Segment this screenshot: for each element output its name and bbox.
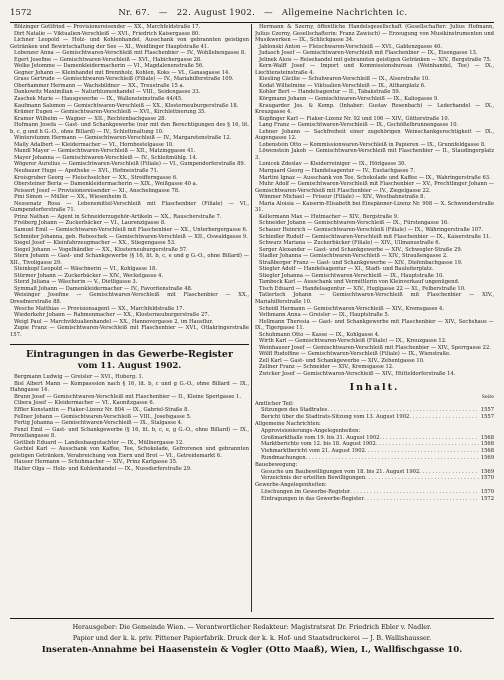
register-entry: Siegel Josef — Kleinfahrzeugmacher — XX., Stiegengasse 53. (14, 240, 176, 247)
register-entry: Stürmer Johann — Zuckerbäcker — XIV., Weckelgasse 4. (14, 272, 164, 279)
toc-text: Verzeichnis der erteilten Bewilligungen (261, 475, 366, 482)
eintragungen-list (10, 374, 249, 472)
register-entry: Brunn Josef — Gemischtwaren-Verschleiß mit Flaschenbier — II., Kleine Sperlgasse 1. (14, 393, 241, 400)
toc-text: Sitzungen des Stadtrates (261, 407, 328, 414)
register-entry: Lobenzer Anna — Gemischtwaren-Verschleiß mit Flaschenbier — IV., Wohllebengasse 8. (14, 50, 246, 57)
toc-line (255, 441, 494, 448)
register-entry: Kellermann Max — Hutmacher — XIV., Bergstraße 9. (259, 213, 399, 220)
column-divider (251, 24, 252, 612)
loeschungen-list (10, 24, 249, 338)
toc-leader-dots (419, 469, 479, 476)
toc-line (255, 435, 494, 442)
toc-text: Rundmachungen (261, 454, 306, 461)
toc-line (255, 475, 494, 482)
table-of-contents (255, 401, 494, 503)
register-entry: Gottlieb Eduard — Landesbaugutachter — IX., Müllnergasse 12. (14, 439, 184, 446)
register-entry: Muhr Adolf — Gemischtwaren-Verschleiß mit Flaschenbier — XV., Prechtlinger Johann — Gemischtwaren-Verschleiß mit Flaschenbier — IV., Ziegelgasse 22. (255, 181, 494, 194)
issue-number: Nr. 67. (118, 8, 150, 18)
register-entry: Lobenstein Otto — Kommissionwaren-Verschleiß in Papieren — IX., Grunnfeldgasse 8. (259, 141, 486, 148)
register-entry: Bergmann Ludwig — Greisler — XVI., Huberg. 1. (14, 374, 144, 381)
register-entry: Bölzinger Gottfried — Provisionsreisender — XX., Marchfeldstraße 17. (14, 24, 201, 30)
register-entry: Neubauer Hugo — Apotheke — XVI., Hofmeistraße 71. (14, 168, 159, 175)
toc-text: Großmarkthalle vom 19. bis 31. August 1902 (261, 434, 380, 441)
toc-text: Gesuche um Baubewilligungen vom 18. bis 21. August 1902 (261, 468, 420, 475)
toc-text: Approvisionierungs-Angelegenheiten: (261, 427, 361, 434)
toc-line (255, 462, 494, 469)
register-entry: Nessenatz Rosa — Lebensmittel-Verschleiß mit Flaschenbier (Filiale) — VI., Gumpendorferstraße 71. (10, 200, 249, 214)
toc-line (255, 401, 494, 408)
register-entry: Symmalt Johann — Damenkleidermacher — IV., Favoritenstraße 48. (14, 285, 193, 292)
register-entry: Maria Aloisia — Kaiserin-Elisabeth bei Einspänner-Lizenz Nr. 908 — X. Schwenderstraße 31. (255, 200, 494, 214)
register-entry: Bisl Albert Mann — Kompasssion nach § 16, lit. b, c und g G.-O., ohne Billard — IX., Hahngasse 14. (10, 380, 249, 394)
toc-leader-dots (379, 435, 478, 442)
register-entry: Kupfinger Karl — Fiaker-Lizenz Nr. 92 und 106 — XIV., Gütterstraße 10. (259, 115, 450, 122)
page-header (10, 8, 494, 23)
register-entry: Schmider Johanna, geb. Reboschek — Gemischtwaren-Verschleiß — XII., Oswaldgasse 9. (14, 233, 248, 240)
toc-leader-dots (327, 407, 478, 414)
toc-text: Allgemeine Nachrichten: (255, 420, 321, 427)
register-entry: Zell Karl — Gast- und Schankgewerbe — XIV., Zehentgasse 10. (259, 357, 425, 364)
register-entry: Wögerer Aurelius — Gemischtwaren-Verschleiß (Filiale) — VI., Gumpendorferstraße 89. (14, 161, 246, 168)
register-entry: Straßberger Franz — Gast- und Schankgewerbe — XIV., Diefenbachgasse 19. (259, 259, 463, 266)
register-entry: Gegner Johann — Kleinhandel mit Brennholz, Kohlen, Koks — VI., Ganasgasse 14. (14, 69, 230, 76)
register-entry: Judasch Josef — Gemischtwaren-Verschleiß mit Flaschenbier — IX., Eisengasse 13. (259, 50, 478, 57)
toc-page-number: 1557 (480, 414, 494, 421)
toc-page-number: 1572 (480, 495, 494, 502)
register-entry: Egert Josefine — Gemischtwaren-Verschleiß — XVI., Habichergasse 28. (14, 56, 202, 63)
toc-leader-dots (364, 496, 479, 503)
register-entry: Tatlertsch Johann — Gemischtwaren-Verschleiß mit Flaschenbier — XIV., Mariahilferstraße 10. (255, 292, 494, 305)
register-entry: Schuhmann Otto — Kasse — IX., Kohlgasse 4. (259, 331, 380, 338)
register-entry: Haller Olga — Holz- und Kohlenhandel — IX., Nussdorferstraße 29. (14, 465, 192, 472)
content-columns (10, 24, 494, 612)
toc-text: Marktberichte vom 12. bis 18. August 1902 (261, 441, 376, 448)
toc-line (255, 407, 494, 414)
register-entry: Zupie Franz — Gemischtwaren-Verschleiß mit Flaschenbier — XVI., Ottakringerstraße 157. (10, 325, 249, 338)
register-entry: Hauser Hermann — Schuhmacher — XIV., Prinz Karlgasse 35. (14, 459, 178, 466)
toc-leader-dots (350, 489, 478, 496)
toc-leader-dots (409, 414, 478, 421)
register-entry: Schindler Rudolf — Gemischtwaren-Verschleiß mit Flaschenbier — IX., Kaiserstraße 11. (259, 233, 491, 240)
register-entry: Hermann & Szerny, öffentliche Handelsgesellschaft (Gesellschafter: Julius Hofmann, Julius Czerny, Gesellschafterin: Franz Zawisch) — Erzeugung von Musikinstrumenten und Musikwerken — IX., Schlickgasse 34. (255, 24, 494, 44)
register-entry: Peissert Josef — Provisionsreisender — XI., Anschelmgasse 78. (14, 187, 180, 194)
register-entry: Kiesling Cäcilie — Schuhwaren-Verschleiß — IX., Alserstraße 10. (259, 76, 430, 83)
register-entry: Cibera Josef — Kleidermacher — VI., Kaunitzgasse 6. (14, 400, 155, 407)
toc-line (255, 428, 494, 435)
toc-column-header: Seite (481, 394, 494, 400)
page-number: 1572 (10, 8, 32, 18)
register-entry: Freiberg Johann — Zuckerbäcker — VI., Laurenzigasse 8. (14, 220, 166, 227)
register-entry: Hellmann Theresia — Gast- und Schankgewerbe mit Flaschenbier — XIV., Sechshaus — IX., Tigergasse 11. (255, 318, 494, 332)
register-entry: Steinkopf Leopold — Wäschnerin — VI., Kohlgasse 18. (14, 266, 157, 273)
register-entry: Winterstumm Hermann — Gemischtwaren-Verschleiß — IV., Margaretenstraße 12. (14, 135, 232, 142)
toc-text: Bericht über die Stadtrats-Sitzung vom 13. August 1902 (261, 414, 410, 421)
register-entry: Prinz Nathan — Agent in Schneiderzugehör-Artikeln — XX., Rauscherstraße 7. (14, 213, 222, 220)
toc-text: Viehmarktbericht vom 21. August 1902 (261, 448, 365, 455)
register-entry: Stern Johann — Gast- und Schankgewerbe (§ 16, lit. b, c, e und g G.-O., ohne Billard) — XII., Tivoligasse 29. (10, 253, 249, 266)
toc-page-number: 1569 (480, 468, 494, 475)
toc-line (255, 448, 494, 455)
register-entry: Weinhauser Josef — Gemischtwaren-Verschleiß mit Flaschenbier — XIV., Sperrgasse 22. (259, 344, 491, 351)
register-entry: Stiegler Adolf — Handelsagentur — XI., Stadt- und Bauleiterplatz. (259, 266, 434, 273)
newspaper-page (10, 8, 494, 672)
toc-leader-dots (365, 448, 479, 455)
issue-date: 22. August 1902. (176, 8, 256, 18)
publication-title: Allgemeine Nachrichten ic. (281, 8, 408, 18)
toc-text: Gewerbe-Angelegenheiten: (255, 482, 327, 489)
register-entry: Lichner Leopold — Holz- und Kohlenhandel, Ausschank von gebrannten geistigen Getränken und Bewirtschaftung der See — XI., Weidlinger Hauptstraße 41. (10, 37, 249, 50)
toc-leader-dots (365, 475, 479, 482)
toc-text: Löschungen im Gewerbe-Register (261, 488, 351, 495)
register-entry: Schwarz Mariana — Zuckerbäcker (Filiale) — XIV., Ullmanustraße 6. (259, 240, 441, 247)
toc-line (255, 496, 494, 503)
register-entry: Körgmann Johann — Gemischtwaren-Verschleiß — IX., Kaliogasse 9. (259, 96, 439, 103)
toc-line (255, 469, 494, 476)
register-entry: Schneider Johann — Gemischtwaren-Verschleiß — IX., Fürstengasse 16. (259, 220, 449, 227)
register-entry: Pini Simon — Müller — XX., Wiesenheim 8. (14, 194, 128, 201)
toc-line (255, 455, 494, 462)
gewerbe-section-title: Eintragungen in das Gewerbe-Register (10, 344, 249, 360)
register-entry: Löwenstein Jakob — Gemischtwaren-Verschleiß mit Flaschenbier — II., Staudingerplatz 3. (255, 148, 494, 161)
toc-text: Eintragungen in das Gewerbe-Register (261, 495, 364, 502)
register-entry: Gschiel Karl — Ausschank von Kaffee, Tee, Schokolade, Gefrorenen und gebrannten geistigen Getränken, Verabreichung von Eiern und Brot — VI., Getreidemarkt 6. (10, 446, 249, 459)
toc-line (255, 421, 494, 428)
register-entry: Weisinger Josefine — Gemischtwaren-Verschleiß mit Flaschenbier — XX., Dresdnerstraße 88. (10, 292, 249, 305)
register-entry: Wirth Karl — Gemischtwaren-Verschleiß (Filiale) — IX., Kreuzgasse 12. (259, 338, 447, 345)
toc-page-number: 1570 (480, 475, 494, 482)
register-entry: Jablonski Anton — Fleischwaren-Verschleiß — XVI., Gablenzgasse 40. (259, 43, 443, 50)
register-entry: Samuel Emil — Gemischtwaren-Verschleiß mit Flaschenbier — XX., Unterbergergasse 6. (14, 226, 248, 233)
toc-page-number: 1569 (480, 454, 494, 461)
register-entry: Lonicek Zdeslav — Kleiderreiniger — IX., Hörlgasse 30. (259, 161, 407, 168)
toc-line (255, 489, 494, 496)
register-entry: Wiederkehr Johann — Rahmenmacher — XX., Klosterneuburgerstraße 27. (14, 312, 210, 319)
toc-text: Bauebewegung: (255, 461, 298, 468)
publisher-line: Herausgeber: Die Gemeinde Wien. — Verantwortlicher Redakteur: Magistratsrat Dr. Friedrich Ebler v. Nadler. (72, 623, 432, 631)
register-entry: Scheidl Hermann — Gemischtwaren-Verschleiß — XIV., Kremsgasse 4. (259, 305, 444, 312)
register-entry: Zwicker Josef — Gemischtwaren-Verschleiß — XIV., Hütteldorferstraße 14. (259, 370, 456, 377)
register-entry: Stiegler Johanna — Gemischtwaren-Verschleiß — IX., Hauptstraße 10. (259, 272, 444, 279)
toc-page-number: 1568 (480, 441, 494, 448)
register-entry: Sterzl Juliana — Wäscherin — V., Dietligasse 3. (14, 279, 138, 286)
register-entry: Dankowitz Maximilian — Naturblumenhandel — VIII., Seidengasse 33. (14, 89, 201, 96)
register-entry: Marquard Georg — Handelsagentur — IV., Eustachgasse 7. (259, 168, 416, 175)
toc-leader-dots (306, 455, 479, 462)
gewerbe-section-date: vom 11. August 1902. (77, 361, 182, 372)
register-entry: Tambeck Karl — Ausschank und Vermittlerin von Kleinverkauf ungenügend. (259, 279, 460, 286)
register-entry: Martini Ignaz — Ausschank von Tee, Schokolade und Kaffee — IX., Wahringerstraße 63. (259, 174, 491, 181)
register-entry: Mandl Mayer — Gemischtwaren-Verschleiß — XII., Matzinggasse 41. (14, 148, 196, 155)
register-entry: Wesche Matthias — Provisionsagent — XX., Marchfeldstraße 17. (14, 305, 185, 312)
register-entry: Mayer Johanna — Gemischtwaren-Verschleiß — IV., Schleitmühlg. 14. (14, 154, 198, 161)
register-entry: Vothmann Anna — Greisler — IX., Hauptstraße 5. (259, 312, 390, 319)
register-entry: Effler Konstantin — Fiaker-Lizenz Nr. 804 — IX., Gabriel-Straße 8. (14, 406, 190, 413)
register-entry: Fenzl Emil — Gast- und Schankgewerbe (§ 16, lit. b, c, e, g G.-O., ohne Billard) — IX., Porzellangasse 8. (10, 426, 249, 440)
register-entry: Stadler Johanna — Gemischtwaren-Verschleiß — XIV., Straußengasse 2. (259, 253, 448, 260)
advertising-line: Inseraten-Annahme bei Haasenstein & Vogler (Otto Maaß), Wien, I., Wallfischgasse 10. (41, 645, 463, 655)
register-entry: Dirt Natalie — Viktualien-Verschleiß — XVI., Friedrich Kaisergasse 80. (14, 30, 201, 37)
toc-page-number: 1568 (480, 434, 494, 441)
register-entry: Kramer Wilhelm — Wagner — XII., Rechtenbachgasse 28. (14, 115, 167, 122)
register-entry: Sorger Alexander — Gast- und Schankgewerbe — XIV., Schwegler-Straße 29. (259, 246, 463, 253)
register-entry: Kohler Bert — Handelsagentur — II., Tabakstraße 59. (259, 89, 401, 96)
printer-line: Papier und der k. k. priv. Pittener Papierfabrik. Druck der k. k. Hof- und Staatsdruckerei — J. B. Wallishausser. (72, 634, 432, 642)
register-entry: Grass Gertrude — Gemischtwaren-Verschleiß (Filiale) — IV., Mariahilferstraße 109. (14, 76, 234, 83)
right-column (255, 24, 494, 612)
register-entry: Hofmann Josefa — Gast- und Schankgewerbe (nur mit den Berechtigungen des § 16, lit. b, c, g und h G.-O., ohne Billard) — IV., Schlettmaltung 10. (10, 122, 249, 135)
register-entry: Jelinek Alois — Reisehandel mit gebrannten geistigen Getränken — XIV., Bergstraße 75. (259, 56, 492, 63)
register-entry: Kodat Wilhelmine — Viktualien-Verschleiß — IX., Althanplatz 6. (259, 82, 426, 89)
register-entry: Weigl Paul — Marchviktualienhandel — XX., Hannovergasse 2, im Hausflur. (14, 318, 214, 325)
register-entry: Fertig Johanna — Gemischtwaren-Verschleiß — IX., Stalgasse 4. (14, 420, 183, 427)
register-entry: Kaufmann Salomon — Gemischtwaren-Verschleiß — XX., Klosterneuburgerstraße 18. (14, 102, 239, 109)
register-entry: Wölfl Rudolfine — Gemischtwaren-Verschleiß (Filiale) — IX., Wienstraße. (259, 351, 451, 358)
left-column (10, 24, 249, 612)
register-entry: Kern-Walff Josef — Import und Kommissionsbureau (Weinhandel, Tee) — IX., Liechtensteinstraße 4. (255, 63, 494, 76)
toc-page-number: 1568 (480, 448, 494, 455)
register-entry: Zellner Franz — Schneider — XIV., Kremsgasse 12. (259, 364, 394, 371)
toc-page-number: 1557 (480, 407, 494, 414)
register-entry: Siegel Johann — Vogelhändler — XX., Klosterneuburgerstraße 57. (14, 246, 188, 253)
page-footer (10, 618, 494, 671)
register-entry: Wolke Jetomme — Damenkleidermacherin — VI., Magdalenenstraße 56. (14, 63, 204, 70)
register-entry: Wimmer Michael — Friseur (Filiale) — XIV., Westbahnstraße 8. (259, 194, 426, 201)
right-entries-list (255, 24, 494, 378)
register-entry: Krämer Eugen — Gemischtwaren-Verschleiß — XVI., Kirchlettnerung 35. (14, 109, 206, 116)
register-entry: Oberhammer Hermann — Wachsbildner — XX., Treustraße 15 a. (14, 82, 185, 89)
toc-line (255, 482, 494, 489)
register-entry: Zaschek Marie — Hausgewerbe — IX., Wallensteinstraße 44/45. (14, 96, 183, 103)
header-center: Nr. 67. — 22. August 1902. — Allgemeine Nachrichten ic. (118, 8, 408, 18)
register-entry: Fellner Johann — Gemischtwaren-Verschleiß — VIII., Josefsgasse 5. (14, 413, 192, 420)
register-entry: Tisch Eduard — Handelsagentur — XIV., Huglgasse 22 — XI., Felberstraße 10. (259, 285, 466, 292)
toc-leader-dots (376, 441, 479, 448)
register-entry: Lehner Johann — Sachfreiheit einer zugehörigen Weinschankgerechtigkeit — IX., Augengasse 12. (255, 128, 494, 142)
toc-page-number: 1570 (480, 488, 494, 495)
register-entry: Kraugarder Jos. & Komp. (Inhaber: Gustav Rosenbach) — Lederhandel — IX., Kreuzgasse 4. (255, 102, 494, 116)
toc-line (255, 414, 494, 421)
register-entry: Mally Adalbert — Kleidermacher — VI., Hornbostelgasse 10. (14, 141, 174, 148)
register-entry: Kroisgruber Georg — Fleischselcher — XX., Streifferngasse 6. (14, 174, 178, 181)
register-entry: Obersteiner Berta — Damenkleidermacherin — XIX., Weißgasse 40 a. (14, 181, 198, 188)
toc-text: Amtlicher Teil: (255, 400, 294, 407)
register-entry: Lang Franz — Gemischtwaren-Verschleiß — IX., Gschößelbrunnengasse 10. (259, 122, 459, 129)
register-entry: Schauer Heinrich — Gemischtwaren-Verschleiß (Filiale) — IX., Währingerstraße 107. (259, 226, 484, 233)
toc-title: Inhalt. (349, 381, 400, 393)
